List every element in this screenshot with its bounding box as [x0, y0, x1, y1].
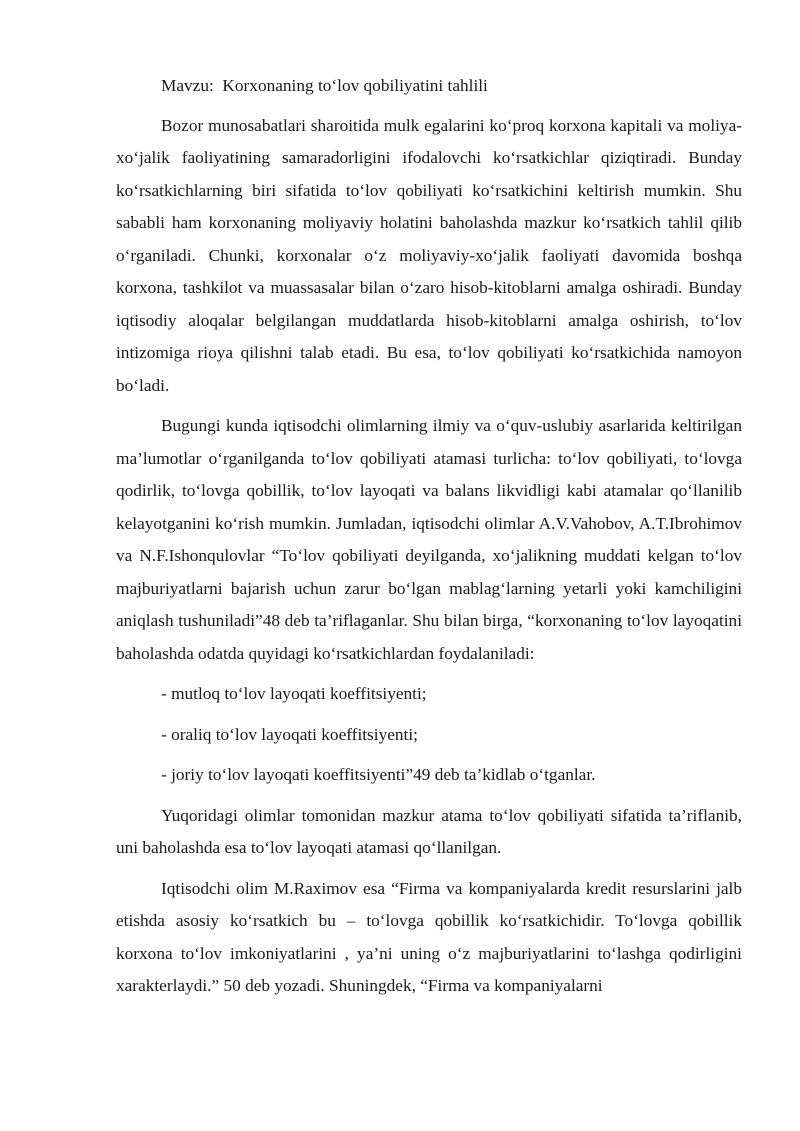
paragraph: Iqtisodchi olim M.Raximov esa “Firma va kompaniyalarda kredit resurslarini jalb etishda asosiy ko‘rsatkich bu – to‘lovga qobillik ko‘rsatkichidir. To‘lovga qobillik korxona to‘lov imkoniyatlarini , ya’ni uning o‘z majburiyatlarini to‘lashga qodirligini xarakterlaydi.” 50 deb yozadi. Shuningdek, “Firma va kompaniyalarni [116, 878, 742, 995]
paragraph: Yuqoridagi olimlar tomonidan mazkur atama to‘lov qobiliyati sifatida ta’riflanib, uni baholashda esa to‘lov layoqati atamasi qo‘llanilgan. [116, 805, 742, 857]
document-page [116, 70, 742, 1011]
list-item: - joriy to‘lov layoqati koeffitsiyenti”49 deb ta’kidlab o‘tganlar. [161, 765, 596, 784]
paragraph: Bozor munosabatlari sharoitida mulk egalarini ko‘proq korxona kapitali va moliya-xo‘jalik faoliyatining samaradorligini ifodalovchi ko‘rsatkichlar qiziqtiradi. Bunday ko‘rsatkichlarning biri sifatida to‘lov qobiliyati ko‘rsatkichini keltirish mumkin. Shu sababli ham korxonaning moliyaviy holatini baholashda mazkur ko‘rsatkich tahlil qilib o‘rganiladi. Chunki, korxonalar o‘z moliyaviy-xo‘jalik faoliyati davomida boshqa korxona, tashkilot va muassasalar bilan o‘zaro hisob-kitoblarni amalga oshiradi. Bunday iqtisodiy aloqalar belgilangan muddatlarda hisob-kitoblarni amalga oshirish, to‘lov intizomiga rioya qilishni talab etadi. Bu esa, to‘lov qobiliyati ko‘rsatkichida namoyon bo‘ladi. [116, 115, 742, 395]
paragraph: Bugungi kunda iqtisodchi olimlarning ilmiy va o‘quv-uslubiy asarlarida keltirilgan ma’lumotlar o‘rganilganda to‘lov qobiliyati atamasi turlicha: to‘lov qobiliyati, to‘lovga qodirlik, to‘lovga qobillik, to‘lov layoqati va balans likvidligi kabi atamalar qo‘llanilib kelayotganini ko‘rish mumkin. Jumladan, iqtisodchi olimlar A.V.Vahobov, A.T.Ibrohimov va N.F.Ishonqulovlar “To‘lov qobiliyati deyilganda, xo‘jalikning muddati kelgan to‘lov majburiyatlarni bajarish uchun zarur bo‘lgan mablag‘larning yetarli yoki kamchiligini aniqlash tushuniladi”48 deb ta’riflaganlar. Shu bilan birga, “korxonaning to‘lov layoqatini baholashda odatda quyidagi ko‘rsatkichlardan foydalaniladi: [116, 416, 742, 663]
list-item: - mutloq to‘lov layoqati koeffitsiyenti; [161, 684, 427, 703]
document-title: Mavzu: Korxonaning to‘lov qobiliyatini tahlili [161, 76, 488, 95]
list-item: - oraliq to‘lov layoqati koeffitsiyenti; [161, 724, 418, 744]
